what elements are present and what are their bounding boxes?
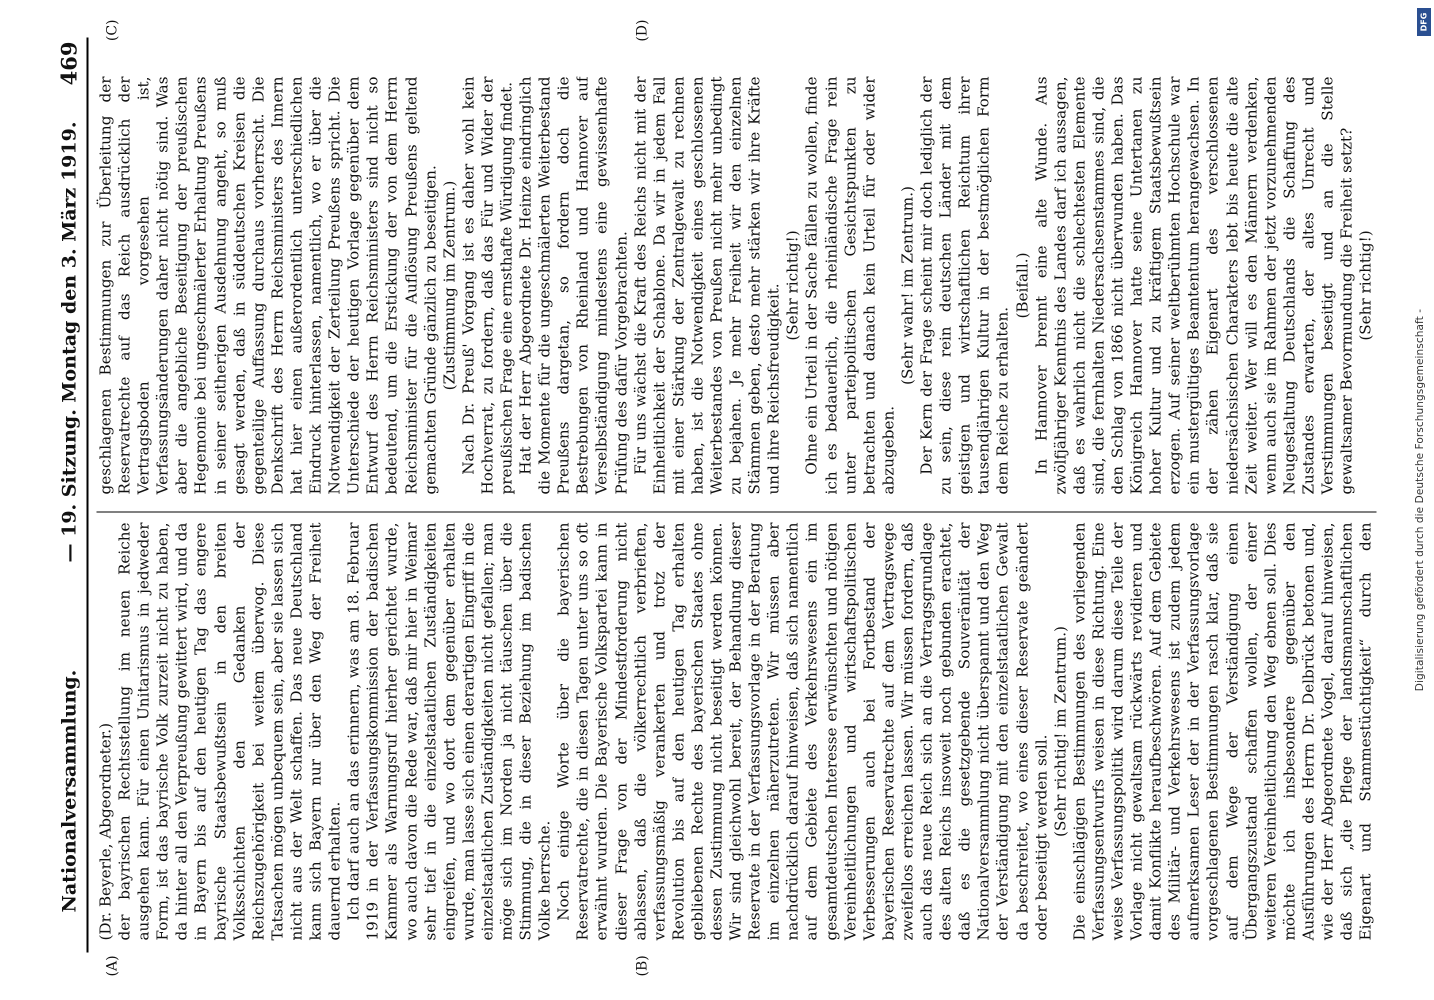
paragraph: der bayrischen Rechtsstellung im neuen Reiche ausgehen kann. Für einen Unitarismus in jedweder Form, ist das bayrische Volk zurzeit nicht zu haben, da hinter all den Verpreußung gewittert wird, und da in Bayern bis auf den heutigen Tag das engere bayrische Staatsbewußtsein in den breiten Volksschichten den Gedanken der Reichszugehörigkeit bei weitem überwog. Diese Tatsachen mögen unbequem sein, aber sie lassen sich nicht aus der Welt schaffen. Das neue Deutschland kann sich Bayern nur über den Weg der Freiheit dauernd erhalten. — [115, 522, 344, 941]
paragraph: In Hannover brennt eine alte Wunde. Aus zwölfjähriger Kenntnis des Landes darf ich aussagen, daß es wahrlich nicht die schlechtesten Elemente sind, die fernhalten Niedersachsenstammes sind, die den Schlag von 1866 nicht überwunden haben. Das Königreich Hannover hatte seine Untertanen zu hoher Kultur und zu kräftigem Staatsbewußtsein erzogen. Auf seiner weltberühmten Hochschule war ein mustergültiges Beamtentum herangewachsen. In der zähen Eigenart des verschlossenen niedersächsischen Charakters lebt bis heute die alte Zeit weiter. Wer will es den Männern verdenken, wenn auch sie im Rahmen der jetzt vorzunehmenden Neugestaltung Deutschlands die Schaffung des Zustandes erwarten, der altes Unrecht und Verstimmungen beseitigt und an die Stelle gewaltsamer Bevormundung die Freiheit setzt? — [1032, 76, 1356, 495]
margin-marker-d: (D) — [634, 19, 651, 42]
margin-marker-a: (A) — [104, 955, 121, 977]
digitization-note: Digitalisierung gefördert durch die Deutsche Forschungsgemeinschaft - — [1414, 308, 1426, 692]
newspaper-page — [45, 18, 1390, 983]
column-divider — [97, 512, 1377, 513]
text-column-left — [97, 523, 1377, 941]
paragraph — [1376, 77, 1377, 495]
paragraph: Hat der Herr Abgeordnete Dr. Heinze eindringlich die Momente für die ungeschmälerten Weiterbestand Preußens dargetan, so fordern doch die Bestrebungen von Rheinland und Hannover auf Verselbständigung mindestens eine gewissenhafte Prüfung des dafür Vorgebrachten. — [516, 76, 631, 495]
page-number: 469 — [56, 41, 82, 86]
header-publication: Nationalversammlung. — [58, 669, 81, 913]
paragraph: Ohne ein Urteil in der Sache fällen zu wollen, finde ich es bedauerlich, die rheinländische Frage rein unter parteipolitischen Gesichtspunkten zu betrachten und danach kein Urteil für oder wider abzugeben. — [802, 76, 898, 495]
paragraph: Noch einige Worte über die bayerischen Reservatrechte, die in diesen Tagen unter uns so oft erwähnt wurden. Die Bayerische Volkspartei kann in dieser Frage von der Mindestforderung nicht ablassen, daß die völkerrechtlich verbrieften, verfassungsmäßig verankerten und trotz der Revolution bis auf den heutigen Tag erhalten gebliebenen Rechte des bayerischen Staates ohne dessen Zustimmung nicht beseitigt werden können. Wir sind gleichwohl bereit, der Behandlung dieser Reservate in der Verfassungsvorlage in der Beratung im einzelnen näherzutreten. Wir müssen aber nachdrücklich darauf hinweisen, daß sich namentlich auf dem Gebiete des Verkehrswesens ein im gesamtdeutschen Interesse erwünschten und nötigen Vereinheitlichungen und wirtschaftspolitischen Verbesserungen auch bei Fortbestand der bayerischen Reservatrechte auf dem Vertragswege zweifellos erreichen lassen. Wir müssen fordern, daß auch das neue Reich sich an die Vertragsgrundlage des alten Reichs insoweit noch gebunden erachtet, daß es die gesetzgebende Souveränität der Nationalversammlung nicht überspannt und den Weg der Verständigung mit den einzelstaatlichen Gewalt da beschreitet, wo eines dieser Reservate geändert oder beseitigt werden soll. — [554, 522, 1051, 941]
header-session-date: — 19. Sitzung. Montag den 3. März 1919. — [58, 121, 81, 563]
interjection: (Beifall.) — [1013, 252, 1031, 319]
paragraph: Die einschlägigen Bestimmungen des vorliegenden Verfassungsentwurfs weisen in diese Richtung. Eine weise Verfassungspolitik wird darum diese Teile der Vorlage nicht gewaltsam rückwärts revidieren und damit Konflikte heraufbeschwören. Auf dem Gebiete des Militär- und Verkehrswesens ist zudem jedem aufmerksamen Leser der in der Verfassungsvorlage vorgeschlagenen Bestimmungen rasch klar, daß sie auf dem Wege der Verständigung einen Übergangszustand schaffen wollen, der einer weiteren Vereinheitlichung den Weg ebnen soll. Dies möchte ich insbesondere gegenüber den Ausführungen des Herrn Dr. Delbrück betonen und, wie der Herr Abgeordnete Vogel, darauf hinweisen, daß sich „die Pflege der landsmannschaftlichen Eigenart und Stammestüchtigkeit“ durch den — [1070, 522, 1375, 941]
paragraph: Für uns wächst die Kraft des Reichs nicht mit der Einheitlichkeit der Schablone. Da wir in jedem Fall mit einer Stärkung der Zentralgewalt zu rechnen haben, ist die Notwendigkeit eines geschlossenen Weiterbestandes von Preußen nicht mehr unbedingt zu bejahen. Je mehr Freiheit wir den einzelnen Stämmen geben, desto mehr stärken wir ihre Kräfte und ihre Reichsfreudigkeit. — [631, 76, 783, 495]
dfg-badge-label: DFG — [1419, 12, 1429, 32]
margin-marker-c: (C) — [104, 19, 121, 42]
dfg-logo-badge — [1417, 8, 1431, 36]
paragraph: Der Kern der Frage scheint mir doch lediglich der zu sein, diese rein deutschen Länder mit dem geistigen und wirtschaftlichen Reichtum ihrer tausendjährigen Kultur in der bestmöglichen Form dem Reiche zu erhalten. — [917, 76, 1012, 495]
digitization-credit — [1412, 6, 1428, 994]
interjection: (Sehr richtig! im Zentrum.) — [1051, 626, 1070, 837]
interjection: (Sehr richtig!) — [1356, 230, 1375, 341]
text-column-right — [97, 77, 1377, 495]
paragraph: Ich darf auch an das erinnern, was am 18. Februar 1919 in der Verfassungskommission der badischen Kammer als Warnungsruf hierher gerichtet wurde, wo auch davon die Rede war, daß mir hier in Weimar sehr tief in die einzelstaatlichen Zuständigkeiten eingreifen, und wo dort dem gegenüber erhalten wurde, man lasse sich einen derartigen Eingriff in die einzelstaatlichen Zuständigkeiten nicht gefallen; man möge sich im Norden ja nicht täuschen über die Stimmung, die in dieser Beziehung im badischen Volke herrsche. — [344, 522, 554, 941]
page-header — [53, 38, 89, 953]
margin-marker-b: (B) — [634, 955, 651, 977]
paragraph: geschlagenen Bestimmungen zur Überleitung der Reservatrechte auf das Reich ausdrücklich der Vertragsboden vorgesehen ist, Verfassungsänderungen daher nicht nötig sind. Was aber die angebliche Beseitigung der preußischen Hegemonie bei ungeschmälerter Erhaltung Preußens in seiner seitherigen Ausdehnung angeht, so muß gesagt werden, daß in süddeutschen Kreisen die gegenteilige Auffassung durchaus vorherrscht. Die Denkschrift des Herrn Reichsministers des Innern hat hier einen außerordentlich unterschiedlichen Eindruck hinterlassen, namentlich, wo er über die Notwendigkeit der Zerteilung Preußens spricht. Die Unterschiede der heutigen Vorlage gegenüber dem Entwurf des Herrn Reichsministers sind nicht so bedeutend, um die Erstickung der von dem Herrn Reichsminister für die Auflösung Preußens geltend gemachten Gründe gänzlich zu beseitigen. — [96, 76, 440, 495]
speaker-line: (Dr. Beyerle, Abgeordneter.) — [96, 722, 115, 941]
interjection: (Sehr wahr! im Zentrum.) — [898, 186, 917, 385]
interjection: (Zustimmung im Zentrum.) — [440, 180, 459, 391]
interjection: (Sehr richtig!) — [783, 230, 802, 341]
paragraph: Nach Dr. Preuß' Vorgang ist es daher wohl kein Hochverrat, zu fordern, daß das Für und Wider der preußischen Frage eine ernsthafte Würdigung findet. — [459, 76, 516, 495]
